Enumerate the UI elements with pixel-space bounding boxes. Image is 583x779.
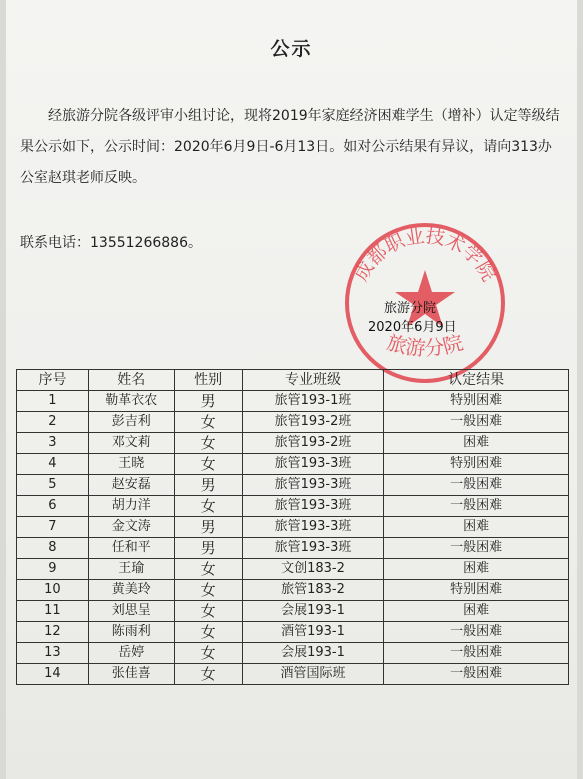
cell-name: 黄美玲 [88, 580, 174, 601]
svg-text:成都职业技术学院: 成都职业技术学院 [350, 225, 500, 286]
signature-org: 旅游分院 [384, 301, 437, 316]
cell-class: 旅管193-3班 [242, 475, 384, 496]
table-row [17, 391, 569, 412]
cell-class: 旅管193-2班 [242, 412, 384, 433]
header-gender: 性别 [174, 370, 242, 391]
cell-name: 岳婷 [88, 643, 174, 664]
cell-result: 一般困难 [384, 412, 569, 433]
cell-index: 7 [17, 517, 89, 538]
table-row [17, 601, 569, 622]
cell-name: 陈雨利 [88, 622, 174, 643]
cell-result: 一般困难 [384, 643, 569, 664]
cell-class: 会展193-1 [242, 601, 384, 622]
cell-index: 14 [17, 664, 89, 685]
cell-class: 旅管193-3班 [242, 538, 384, 559]
notice-document [6, 0, 577, 779]
header-class: 专业班级 [242, 370, 384, 391]
table-row [17, 433, 569, 454]
table-row [17, 412, 569, 433]
cell-result: 一般困难 [384, 622, 569, 643]
cell-gender: 女 [174, 664, 242, 685]
cell-result: 一般困难 [384, 475, 569, 496]
cell-class: 旅管193-3班 [242, 454, 384, 475]
cell-gender: 男 [174, 517, 242, 538]
cell-result: 一般困难 [384, 538, 569, 559]
cell-result: 一般困难 [384, 664, 569, 685]
cell-gender: 女 [174, 643, 242, 664]
cell-name: 张佳喜 [88, 664, 174, 685]
cell-result: 特别困难 [384, 391, 569, 412]
table-row [17, 622, 569, 643]
cell-class: 旅管193-3班 [242, 496, 384, 517]
cell-index: 6 [17, 496, 89, 517]
cell-index: 1 [17, 391, 89, 412]
cell-index: 8 [17, 538, 89, 559]
cell-gender: 女 [174, 601, 242, 622]
cell-result: 特别困难 [384, 454, 569, 475]
cell-result: 特别困难 [384, 580, 569, 601]
contact-phone: 联系电话：13551266886。 [20, 235, 202, 251]
cell-class: 会展193-1 [242, 643, 384, 664]
table-row [17, 559, 569, 580]
table-row [17, 475, 569, 496]
table-row [17, 643, 569, 664]
cell-result: 一般困难 [384, 496, 569, 517]
cell-name: 王瑜 [88, 559, 174, 580]
cell-index: 3 [17, 433, 89, 454]
cell-index: 9 [17, 559, 89, 580]
cell-class: 旅管193-2班 [242, 433, 384, 454]
cell-class: 文创183-2 [242, 559, 384, 580]
announcement-paragraph: 经旅游分院各级评审小组讨论，现将2019年家庭经济困难学生（增补）认定等级结果公示如下，公示时间：2020年6月9日-6月13日。如对公示结果有异议，请向313办公室赵琪老师反映。 [20, 108, 560, 186]
cell-result: 困难 [384, 601, 569, 622]
cell-result: 困难 [384, 517, 569, 538]
cell-result: 困难 [384, 559, 569, 580]
table-header-row [17, 370, 569, 391]
table-row [17, 517, 569, 538]
results-table [16, 369, 569, 685]
signature-date: 2020年6月9日 [368, 320, 457, 335]
table-row [17, 538, 569, 559]
page-title: 公示 [270, 38, 313, 60]
table-row [17, 454, 569, 475]
cell-name: 刘思呈 [88, 601, 174, 622]
cell-index: 13 [17, 643, 89, 664]
cell-gender: 女 [174, 454, 242, 475]
cell-gender: 女 [174, 412, 242, 433]
svg-text:旅游分院: 旅游分院 [384, 330, 466, 361]
cell-class: 旅管193-3班 [242, 517, 384, 538]
cell-index: 5 [17, 475, 89, 496]
cell-class: 酒管国际班 [242, 664, 384, 685]
cell-class: 旅管183-2 [242, 580, 384, 601]
cell-index: 10 [17, 580, 89, 601]
cell-index: 2 [17, 412, 89, 433]
cell-class: 旅管193-1班 [242, 391, 384, 412]
cell-name: 赵安磊 [88, 475, 174, 496]
cell-index: 12 [17, 622, 89, 643]
header-index: 序号 [17, 370, 89, 391]
cell-class: 酒管193-1 [242, 622, 384, 643]
table-row [17, 580, 569, 601]
cell-name: 勒革衣农 [88, 391, 174, 412]
cell-index: 4 [17, 454, 89, 475]
cell-result: 困难 [384, 433, 569, 454]
cell-name: 金文涛 [88, 517, 174, 538]
cell-name: 胡力洋 [88, 496, 174, 517]
cell-name: 彭吉利 [88, 412, 174, 433]
cell-gender: 女 [174, 622, 242, 643]
cell-gender: 女 [174, 580, 242, 601]
cell-name: 王晓 [88, 454, 174, 475]
cell-name: 邓文莉 [88, 433, 174, 454]
cell-gender: 女 [174, 496, 242, 517]
table-row [17, 496, 569, 517]
cell-gender: 女 [174, 559, 242, 580]
header-result: 认定结果 [384, 370, 569, 391]
cell-gender: 男 [174, 391, 242, 412]
cell-index: 11 [17, 601, 89, 622]
cell-gender: 女 [174, 433, 242, 454]
header-name: 姓名 [88, 370, 174, 391]
cell-name: 任和平 [88, 538, 174, 559]
cell-gender: 男 [174, 475, 242, 496]
cell-gender: 男 [174, 538, 242, 559]
table-row [17, 664, 569, 685]
